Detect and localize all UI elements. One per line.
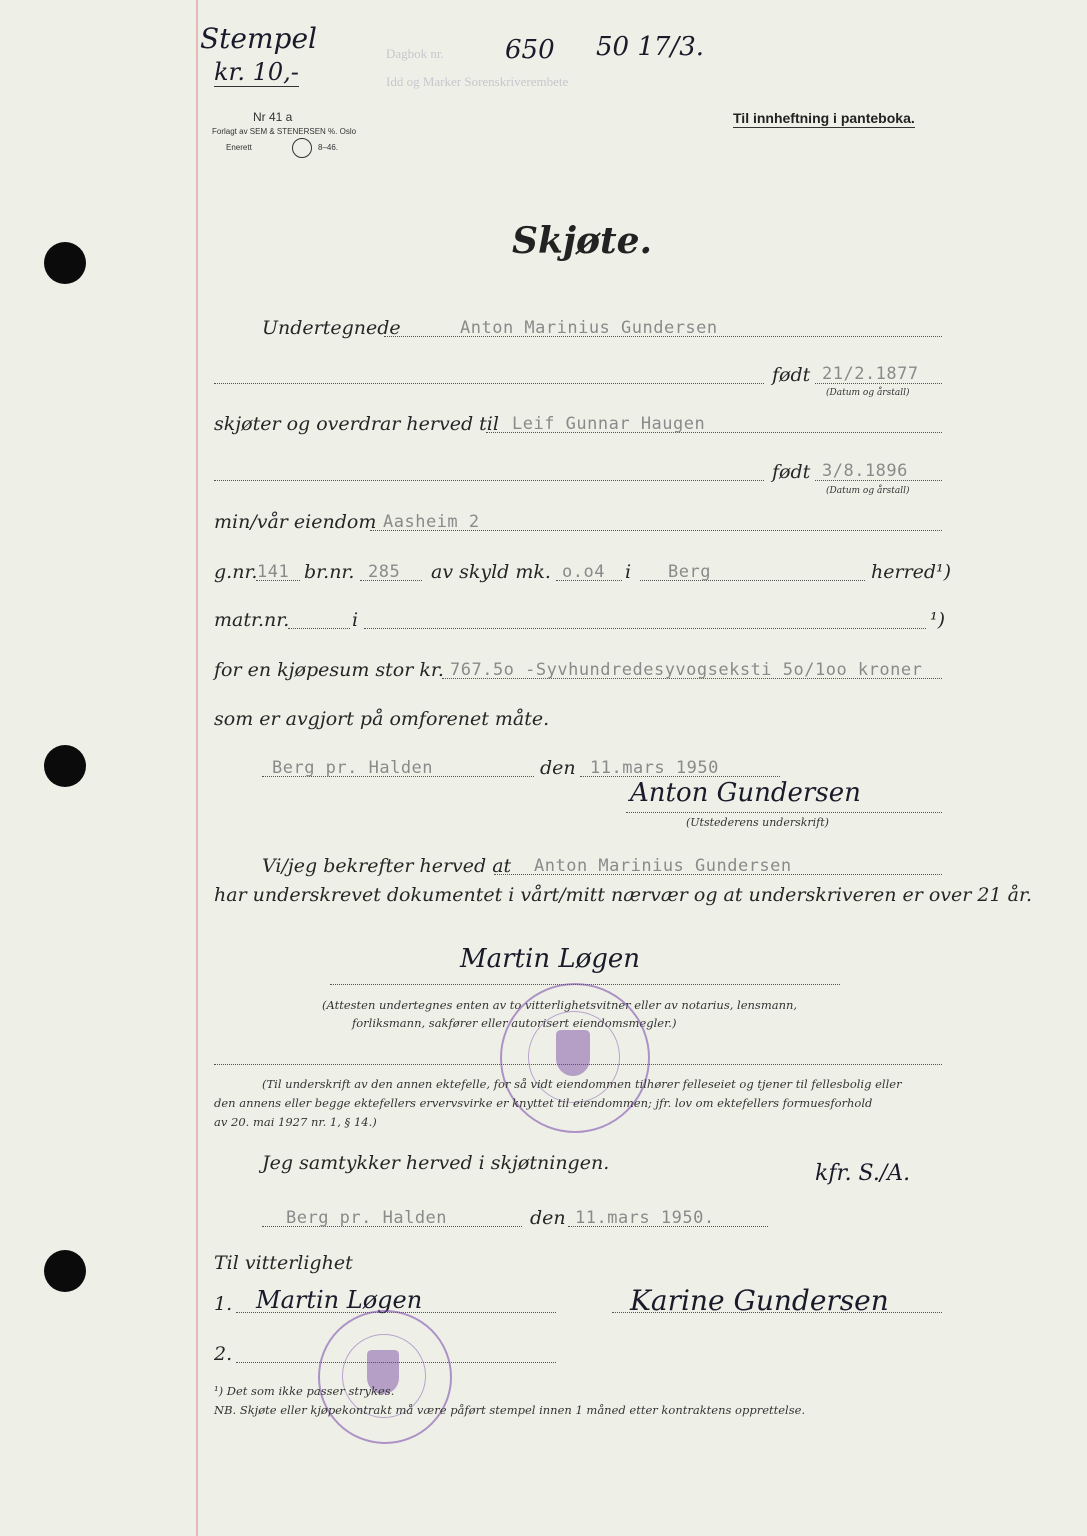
- consent-text: Jeg samtykker herved i skjøtningen.: [262, 1152, 610, 1174]
- herred-value: Berg: [668, 562, 711, 582]
- witness-1-number: 1.: [214, 1293, 233, 1315]
- witness-text: har underskrevet dokumentet i vårt/mitt nærvær og at underskriveren er over 21 år.: [214, 884, 1032, 906]
- publisher: Forlagt av SEM & STENERSEN %. Oslo: [212, 127, 357, 136]
- til-vitterlighet-label: Til vitterlighet: [214, 1252, 353, 1274]
- matr-close: ¹): [930, 609, 946, 631]
- fill-line: [626, 812, 942, 813]
- seller-name: Anton Marinius Gundersen: [460, 318, 718, 338]
- fill-line: [612, 1312, 942, 1313]
- spouse-note-3: av 20. mai 1927 nr. 1, § 14.): [214, 1115, 377, 1129]
- enerett: Enerett: [226, 143, 252, 152]
- buyer-name: Leif Gunnar Haugen: [512, 414, 706, 434]
- witness-1-signature: Martin Løgen: [256, 1286, 423, 1314]
- seller-born: 21/2.1877: [822, 364, 919, 384]
- den-label-2: den: [530, 1207, 566, 1229]
- undertegnede-label: Undertegnede: [262, 317, 401, 339]
- stamp-note-line1: Stempel: [200, 22, 318, 55]
- attest-note-1: (Attesten undertegnes enten av to vitterlighetsvitner eller av notarius, lensmann,: [322, 998, 798, 1012]
- eiendom-label: min/vår eiendom: [214, 511, 377, 533]
- consent-mark: kfr. S./A.: [815, 1161, 911, 1186]
- date-2: 11.mars 1950.: [575, 1208, 715, 1228]
- spouse-note-1: (Til underskrift av den annen ektefelle, for så vidt eiendommen tilhører felleseiet og tjener til fellesbolig eller: [262, 1077, 902, 1091]
- witness-2-number: 2.: [214, 1343, 233, 1365]
- witness-intro: Vi/jeg bekrefter herved at: [262, 855, 512, 877]
- datum-hint: (Datum og årstall): [826, 486, 910, 496]
- margin-line: [196, 0, 198, 1536]
- punch-hole: [44, 1250, 86, 1292]
- fill-line: [364, 628, 926, 629]
- place-2: Berg pr. Halden: [286, 1208, 448, 1228]
- fill-line: [214, 383, 764, 384]
- dagbok-label: Dagbok nr.: [386, 46, 444, 61]
- i-label: i: [625, 561, 632, 583]
- settled-text: som er avgjort på omforenet måte.: [214, 708, 550, 730]
- price-label: for en kjøpesum stor kr.: [214, 659, 444, 681]
- herred-label: herred¹): [871, 561, 952, 583]
- spouse-note-2: den annens eller begge ektefellers ervervsvirke er knyttet til eiendommen; jfr. lov om ektefellers formuesforhold: [214, 1096, 873, 1110]
- matr-i-label: i: [352, 609, 359, 631]
- spouse-signature: Karine Gundersen: [630, 1284, 889, 1317]
- footnote-1: ¹) Det som ikke passer strykes.: [214, 1384, 395, 1398]
- punch-hole: [44, 745, 86, 787]
- footnote-2: NB. Skjøte eller kjøpekontrakt må være påført stempel innen 1 måned etter kontraktens opprettelse.: [214, 1403, 806, 1417]
- fill-line: [288, 628, 350, 629]
- datum-hint: (Datum og årstall): [826, 388, 910, 398]
- witness-subject: Anton Marinius Gundersen: [534, 856, 792, 876]
- witness-signature: Martin Løgen: [460, 944, 641, 974]
- property-name: Aasheim 2: [383, 512, 480, 532]
- brnr-value: 285: [368, 562, 401, 582]
- form-number: Nr 41 a: [253, 110, 293, 124]
- gnr-label: g.nr.: [214, 561, 258, 583]
- transfer-label: skjøter og overdrar herved til: [214, 413, 499, 435]
- punch-hole: [44, 242, 86, 284]
- seller-signature-label: (Utstederens underskrift): [686, 816, 829, 829]
- edition: 8–46.: [318, 143, 339, 152]
- document-title: Skjøte.: [512, 220, 653, 262]
- fodt-label: født: [772, 461, 811, 483]
- gnr-value: 141: [257, 562, 290, 582]
- seller-signature: Anton Gundersen: [630, 778, 861, 808]
- price-value: 767.5o -Syvhundredesyvogseksti 5o/1oo kroner: [450, 660, 923, 680]
- place-1: Berg pr. Halden: [272, 758, 434, 778]
- dagbok-number: 650: [505, 35, 555, 65]
- stamp-note-line2: kr. 10,-: [214, 58, 299, 86]
- filing-note: Til innheftning i panteboka.: [733, 110, 915, 126]
- skyld-value: o.o4: [562, 562, 605, 582]
- den-label: den: [540, 757, 576, 779]
- dagbok-year-date: 50 17/3.: [596, 32, 704, 62]
- brnr-label: br.nr.: [304, 561, 355, 583]
- office-name: Idd og Marker Sorenskriverembete: [386, 74, 569, 89]
- matr-label: matr.nr.: [214, 609, 290, 631]
- attest-note-2: forliksmann, sakfører eller autorisert eiendomsmegler.): [352, 1016, 677, 1030]
- date-1: 11.mars 1950: [590, 758, 719, 778]
- skyld-label: av skyld mk.: [431, 561, 551, 583]
- publisher-logo-icon: [292, 138, 312, 158]
- coat-of-arms-icon: [556, 1030, 590, 1076]
- fodt-label: født: [772, 364, 811, 386]
- fill-line: [214, 480, 764, 481]
- fill-line: [214, 1064, 942, 1065]
- buyer-born: 3/8.1896: [822, 461, 908, 481]
